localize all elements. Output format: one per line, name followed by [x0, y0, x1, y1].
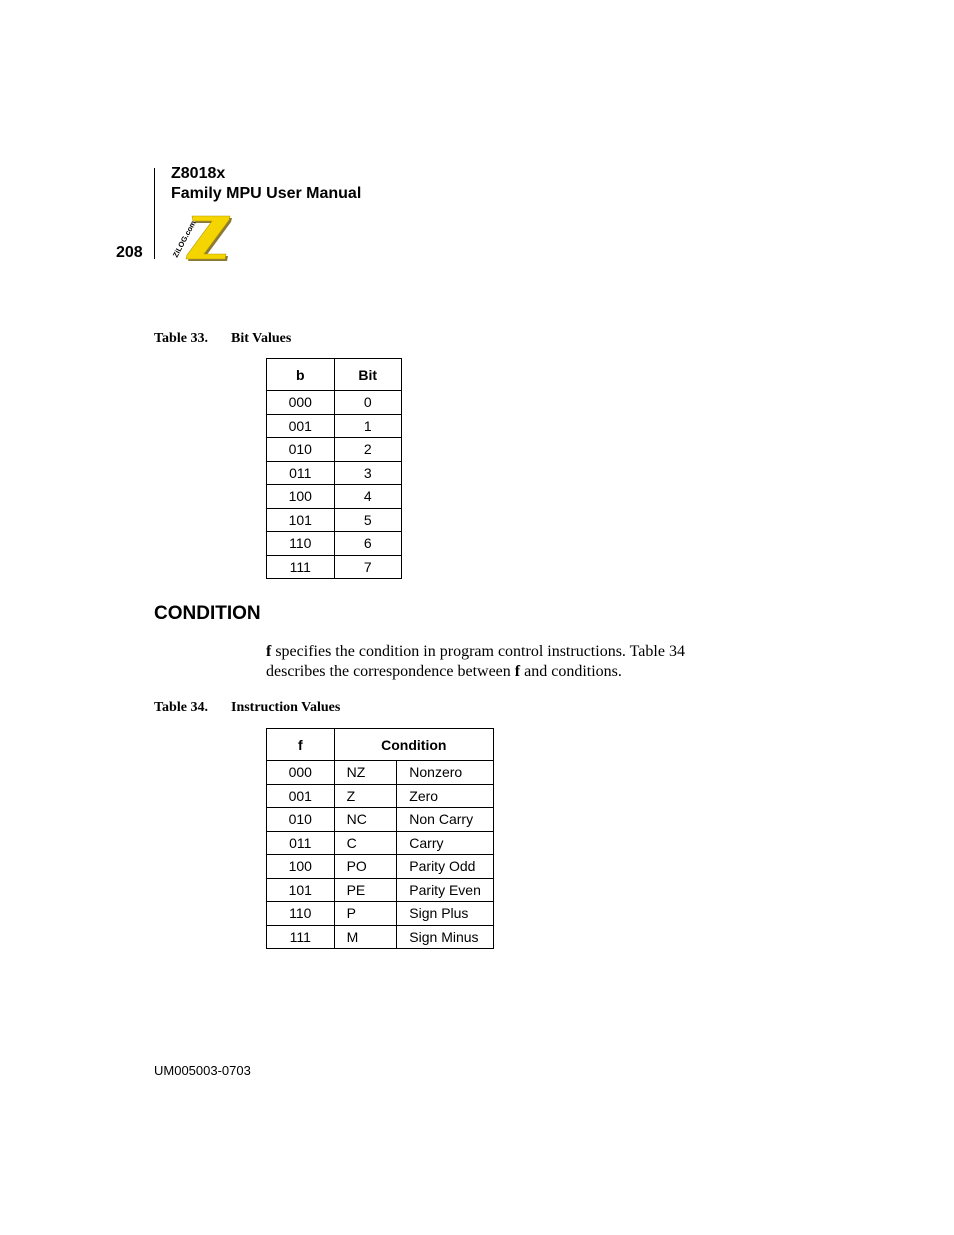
cell-bit: 1: [334, 414, 401, 438]
cell-condition: Zero: [397, 784, 494, 808]
cell-mnemonic: PO: [334, 855, 397, 879]
cell-mnemonic: PE: [334, 878, 397, 902]
cell-f: 110: [267, 902, 335, 926]
cell-condition: Parity Even: [397, 878, 494, 902]
cell-b: 110: [267, 532, 335, 556]
cell-f: 100: [267, 855, 335, 879]
cell-condition: Sign Plus: [397, 902, 494, 926]
cell-f: 001: [267, 784, 335, 808]
bit-values-table: [266, 358, 402, 579]
cell-b: 010: [267, 438, 335, 462]
cell-condition: Parity Odd: [397, 855, 494, 879]
table-33-number: Table 33.: [154, 331, 208, 346]
table-34-number: Table 34.: [154, 700, 208, 715]
table-row: [267, 784, 494, 808]
cell-bit: 0: [334, 391, 401, 415]
cell-condition: Non Carry: [397, 808, 494, 832]
zilog-logo: [168, 210, 234, 262]
table-row: [267, 438, 402, 462]
cell-bit: 4: [334, 485, 401, 509]
table-33-caption: [154, 330, 291, 348]
cell-f: 011: [267, 831, 335, 855]
bold-f: f: [514, 663, 521, 680]
table-row: [267, 532, 402, 556]
footer-doc-id: UM005003-0703: [154, 1063, 251, 1078]
table-row: [267, 761, 494, 785]
cell-condition: Sign Minus: [397, 925, 494, 949]
cell-bit: 7: [334, 555, 401, 579]
section-heading: CONDITION: [154, 603, 261, 624]
cell-bit: 2: [334, 438, 401, 462]
cell-condition: Carry: [397, 831, 494, 855]
paragraph-text-1: specifies the condition in program control instructions. Table 34 describes the correspondence between: [266, 643, 685, 680]
table-header-row: [267, 729, 494, 761]
table-row: [267, 461, 402, 485]
cell-bit: 6: [334, 532, 401, 556]
cell-f: 111: [267, 925, 335, 949]
logo-small-text: ZiLOG.com: [170, 219, 198, 259]
cell-f: 000: [267, 761, 335, 785]
bold-f: f: [266, 643, 272, 660]
table-row: [267, 902, 494, 926]
cell-b: 100: [267, 485, 335, 509]
header-divider: [154, 168, 155, 259]
cell-b: 001: [267, 414, 335, 438]
table-row: [267, 485, 402, 509]
cell-mnemonic: NZ: [334, 761, 397, 785]
table-row: [267, 508, 402, 532]
table-34-title: Instruction Values: [231, 700, 341, 715]
table-row: [267, 555, 402, 579]
cell-mnemonic: C: [334, 831, 397, 855]
cell-b: 011: [267, 461, 335, 485]
cell-condition: Nonzero: [397, 761, 494, 785]
column-header-condition: Condition: [334, 729, 493, 761]
column-header-b: b: [267, 359, 335, 391]
column-header-bit: Bit: [334, 359, 401, 391]
table-33-title: Bit Values: [231, 331, 292, 346]
instruction-values-table: [266, 728, 494, 949]
cell-mnemonic: M: [334, 925, 397, 949]
table-row: [267, 878, 494, 902]
cell-b: 000: [267, 391, 335, 415]
table-row: [267, 831, 494, 855]
cell-mnemonic: NC: [334, 808, 397, 832]
body-paragraph: [266, 642, 736, 682]
title-line-2: Family MPU User Manual: [171, 185, 362, 202]
table-row: [267, 414, 402, 438]
cell-mnemonic: Z: [334, 784, 397, 808]
cell-f: 010: [267, 808, 335, 832]
title-line-1: Z8018x: [171, 165, 226, 182]
table-row: [267, 391, 402, 415]
cell-mnemonic: P: [334, 902, 397, 926]
cell-bit: 5: [334, 508, 401, 532]
table-row: [267, 855, 494, 879]
table-header-row: [267, 359, 402, 391]
page-number: 208: [116, 244, 143, 261]
table-row: [267, 808, 494, 832]
table-row: [267, 925, 494, 949]
table-34-caption: [154, 699, 340, 717]
cell-f: 101: [267, 878, 335, 902]
column-header-f: f: [267, 729, 335, 761]
cell-bit: 3: [334, 461, 401, 485]
cell-b: 101: [267, 508, 335, 532]
cell-b: 111: [267, 555, 335, 579]
document-title: [171, 164, 361, 204]
paragraph-text-2: and conditions.: [520, 663, 622, 680]
